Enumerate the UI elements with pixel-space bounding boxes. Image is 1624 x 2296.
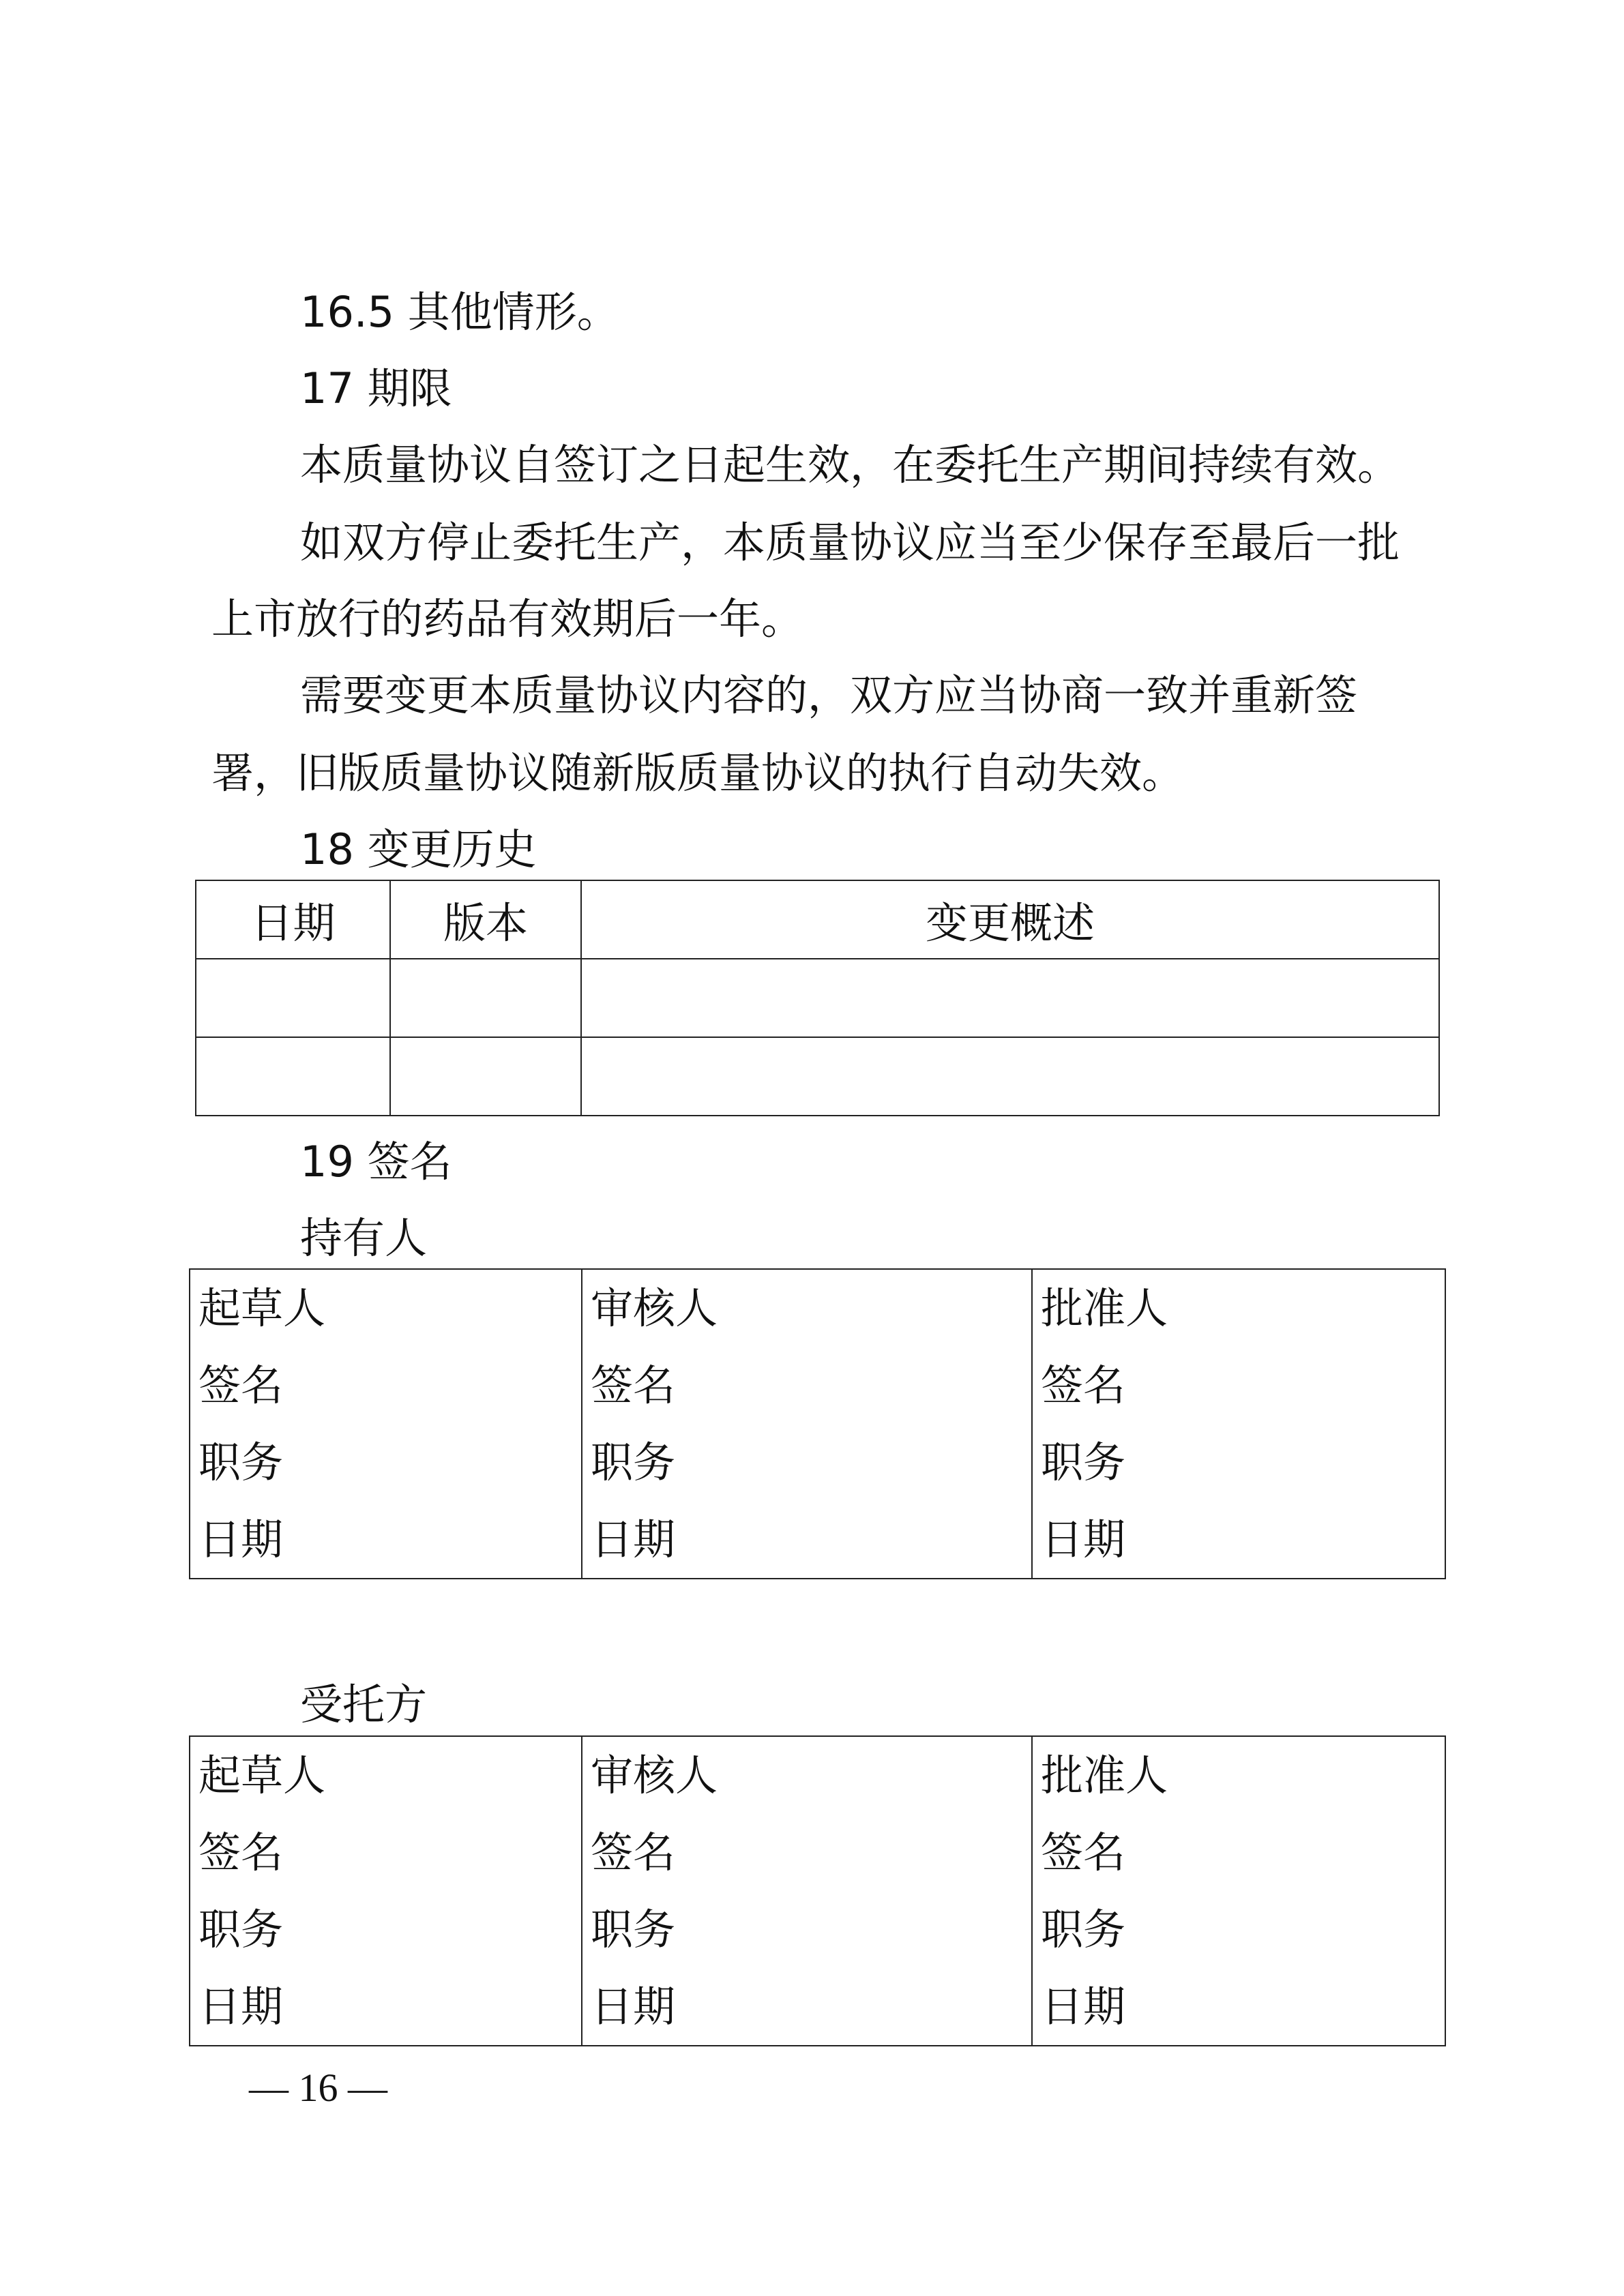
signature-label: 签名 [591,1360,676,1410]
date-label: 日期 [591,1982,676,2031]
table-cell [581,959,1439,1037]
term-paragraph-2-line1: 如双方停止委托生产，本质量协议应当至少保存至最后一批 [300,518,1400,567]
date-label: 日期 [198,1515,284,1564]
position-label: 职务 [198,1437,284,1487]
section-19-heading: 19 签名 [300,1137,452,1187]
reviewer-cell [582,1736,1032,2046]
entrusted-label: 受托方 [300,1680,428,1729]
page-number: — 16 — [249,2066,387,2110]
reviewer-cell [582,1269,1032,1579]
date-label: 日期 [1041,1515,1126,1564]
drafter-cell [190,1269,582,1579]
section-16-5: 16.5 其他情形。 [300,287,619,337]
role-label: 起草人 [198,1750,326,1800]
signature-label: 签名 [198,1360,284,1410]
approver-cell [1032,1736,1445,2046]
role-label: 起草人 [198,1283,326,1333]
table-row [196,1037,1439,1116]
position-label: 职务 [1041,1437,1126,1487]
holder-label: 持有人 [300,1213,428,1263]
header-date: 日期 [196,880,390,959]
table-cell [196,959,390,1037]
signature-label: 签名 [1041,1828,1126,1877]
approver-cell [1032,1269,1445,1579]
holder-signature-table [189,1268,1446,1579]
role-label: 审核人 [591,1750,718,1800]
signature-label: 签名 [591,1828,676,1877]
table-row [196,959,1439,1037]
date-label: 日期 [1041,1982,1126,2031]
section-18-heading: 18 变更历史 [300,824,537,874]
term-paragraph-3-line2: 署，旧版质量协议随新版质量协议的执行自动失效。 [211,748,1185,798]
date-label: 日期 [591,1515,676,1564]
table-cell [390,1037,581,1116]
table-header-row [196,880,1439,959]
position-label: 职务 [591,1905,676,1954]
date-label: 日期 [198,1982,284,2031]
drafter-cell [190,1736,582,2046]
header-version: 版本 [390,880,581,959]
table-cell [196,1037,390,1116]
section-17-heading: 17 期限 [300,363,452,413]
position-label: 职务 [198,1905,284,1954]
header-summary: 变更概述 [581,880,1439,959]
position-label: 职务 [591,1437,676,1487]
signature-label: 签名 [1041,1360,1126,1410]
term-paragraph-2-line2: 上市放行的药品有效期后一年。 [211,594,804,644]
term-paragraph-3-line1: 需要变更本质量协议内容的，双方应当协商一致并重新签 [300,670,1358,720]
table-cell [390,959,581,1037]
term-paragraph-1: 本质量协议自签订之日起生效，在委托生产期间持续有效。 [300,440,1400,490]
change-history-table [195,880,1440,1116]
role-label: 批准人 [1041,1283,1168,1333]
entrusted-signature-table [189,1735,1446,2046]
position-label: 职务 [1041,1905,1126,1954]
role-label: 批准人 [1041,1750,1168,1800]
table-cell [581,1037,1439,1116]
signature-label: 签名 [198,1828,284,1877]
role-label: 审核人 [591,1283,718,1333]
